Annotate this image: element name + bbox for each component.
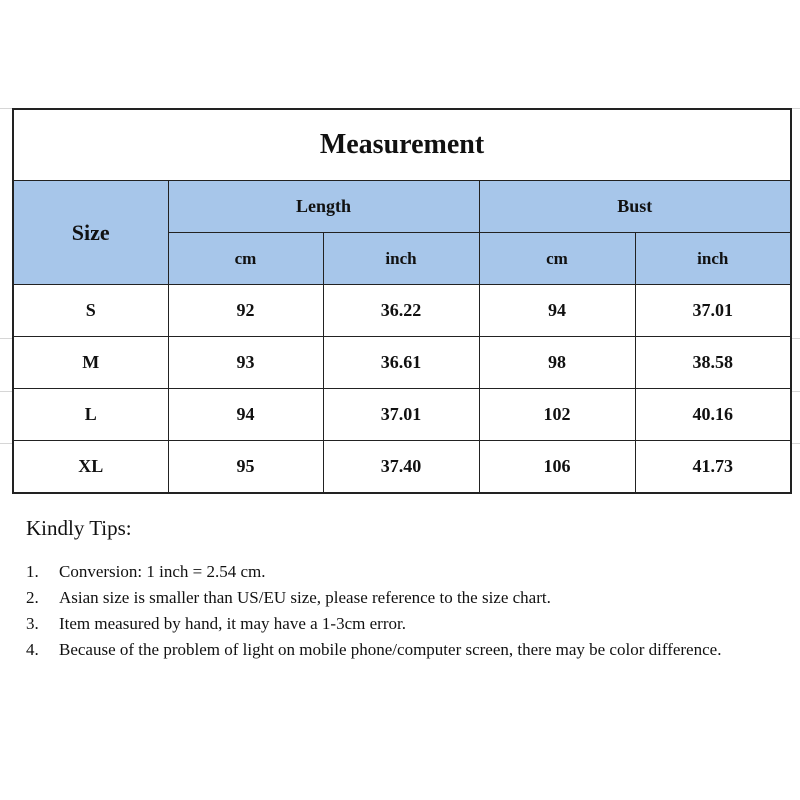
tip-number: 3. bbox=[26, 614, 39, 633]
measurement-table bbox=[12, 108, 792, 494]
tip-text: Because of the problem of light on mobile phone/computer screen, there may be color difference. bbox=[59, 640, 722, 659]
length-header: Length bbox=[168, 181, 479, 233]
size-cell: L bbox=[13, 389, 168, 441]
value-cell: 36.61 bbox=[323, 337, 479, 389]
unit-header: inch bbox=[635, 233, 791, 285]
value-cell: 38.58 bbox=[635, 337, 791, 389]
table-row bbox=[13, 441, 791, 494]
guide-line bbox=[0, 443, 12, 444]
size-cell: S bbox=[13, 285, 168, 337]
unit-header: cm bbox=[479, 233, 635, 285]
value-cell: 95 bbox=[168, 441, 323, 494]
size-header: Size bbox=[13, 181, 168, 285]
list-item bbox=[26, 637, 786, 663]
list-item bbox=[26, 611, 786, 637]
value-cell: 93 bbox=[168, 337, 323, 389]
list-item bbox=[26, 559, 786, 585]
bust-header: Bust bbox=[479, 181, 791, 233]
value-cell: 106 bbox=[479, 441, 635, 494]
table-row bbox=[13, 337, 791, 389]
value-cell: 41.73 bbox=[635, 441, 791, 494]
value-cell: 94 bbox=[479, 285, 635, 337]
table-row bbox=[13, 285, 791, 337]
value-cell: 94 bbox=[168, 389, 323, 441]
size-cell: M bbox=[13, 337, 168, 389]
tip-number: 1. bbox=[26, 562, 39, 581]
tip-text: Asian size is smaller than US/EU size, please reference to the size chart. bbox=[59, 588, 551, 607]
list-item bbox=[26, 585, 786, 611]
guide-line bbox=[0, 391, 12, 392]
tips-list bbox=[26, 559, 786, 663]
tips-title: Kindly Tips: bbox=[26, 516, 132, 540]
value-cell: 36.22 bbox=[323, 285, 479, 337]
unit-header: inch bbox=[323, 233, 479, 285]
unit-header: cm bbox=[168, 233, 323, 285]
value-cell: 98 bbox=[479, 337, 635, 389]
value-cell: 37.01 bbox=[323, 389, 479, 441]
tip-text: Item measured by hand, it may have a 1-3cm error. bbox=[59, 614, 406, 633]
tip-text: Conversion: 1 inch = 2.54 cm. bbox=[59, 562, 266, 581]
value-cell: 37.01 bbox=[635, 285, 791, 337]
size-cell: XL bbox=[13, 441, 168, 494]
value-cell: 37.40 bbox=[323, 441, 479, 494]
value-cell: 40.16 bbox=[635, 389, 791, 441]
tip-number: 4. bbox=[26, 640, 39, 659]
value-cell: 92 bbox=[168, 285, 323, 337]
value-cell: 102 bbox=[479, 389, 635, 441]
kindly-tips bbox=[26, 516, 786, 663]
table-title: Measurement bbox=[13, 109, 791, 181]
guide-line bbox=[0, 338, 12, 339]
table-row bbox=[13, 389, 791, 441]
tip-number: 2. bbox=[26, 588, 39, 607]
